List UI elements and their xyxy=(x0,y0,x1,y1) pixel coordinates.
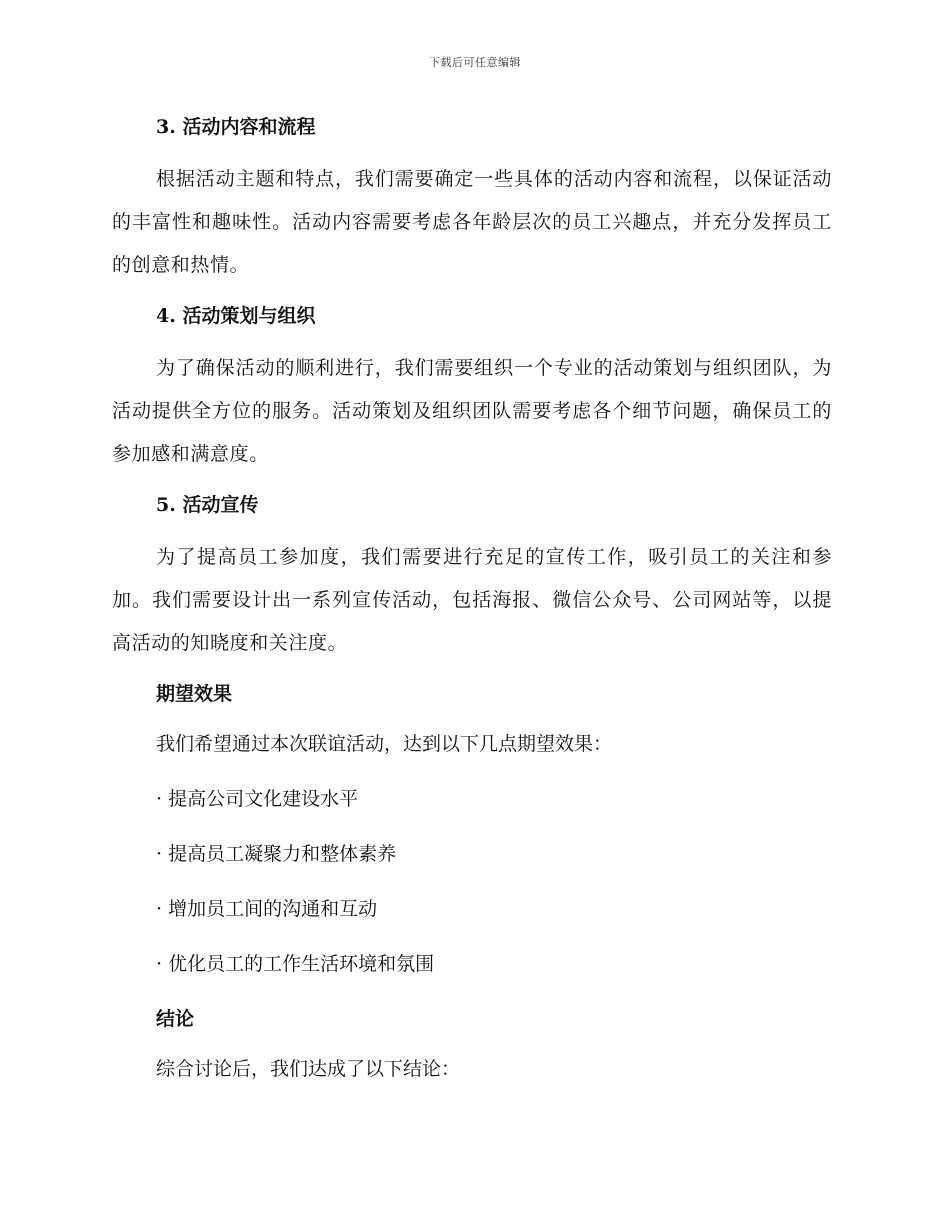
paragraph-activity-promotion: 为了提高员工参加度，我们需要进行充足的宣传工作，吸引员工的关注和参加。我们需要设计出一系列宣传活动，包括海报、微信公众号、公司网站等，以提高活动的知晓度和关注度。 xyxy=(112,546,832,654)
paragraph-conclusion-intro: 综合讨论后，我们达成了以下结论： xyxy=(156,1058,461,1080)
list-item: · 提高公司文化建设水平 xyxy=(156,788,359,810)
paragraph-expected-intro: 我们希望通过本次联谊活动，达到以下几点期望效果： xyxy=(156,733,613,755)
section-heading-conclusion: 结论 xyxy=(156,1008,195,1030)
list-item: · 提高员工凝聚力和整体素养 xyxy=(156,843,397,865)
section-heading-activity-content: 3. 活动内容和流程 xyxy=(156,116,316,138)
section-heading-expected-effects: 期望效果 xyxy=(156,683,233,705)
paragraph-activity-content: 根据活动主题和特点，我们需要确定一些具体的活动内容和流程，以保证活动的丰富性和趣味性。活动内容需要考虑各年龄层次的员工兴趣点，并充分发挥员工的创意和热情。 xyxy=(112,168,832,276)
list-item: · 增加员工间的沟通和互动 xyxy=(156,898,378,920)
section-heading-activity-planning: 4. 活动策划与组织 xyxy=(156,305,316,327)
paragraph-activity-planning: 为了确保活动的顺利进行，我们需要组织一个专业的活动策划与组织团队，为活动提供全方位的服务。活动策划及组织团队需要考虑各个细节问题，确保员工的参加感和满意度。 xyxy=(112,357,832,465)
list-item: · 优化员工的工作生活环境和氛围 xyxy=(156,953,435,975)
section-heading-activity-promotion: 5. 活动宣传 xyxy=(156,494,259,516)
document-body xyxy=(112,108,832,1105)
page-header-note: 下载后可任意编辑 xyxy=(429,56,521,69)
